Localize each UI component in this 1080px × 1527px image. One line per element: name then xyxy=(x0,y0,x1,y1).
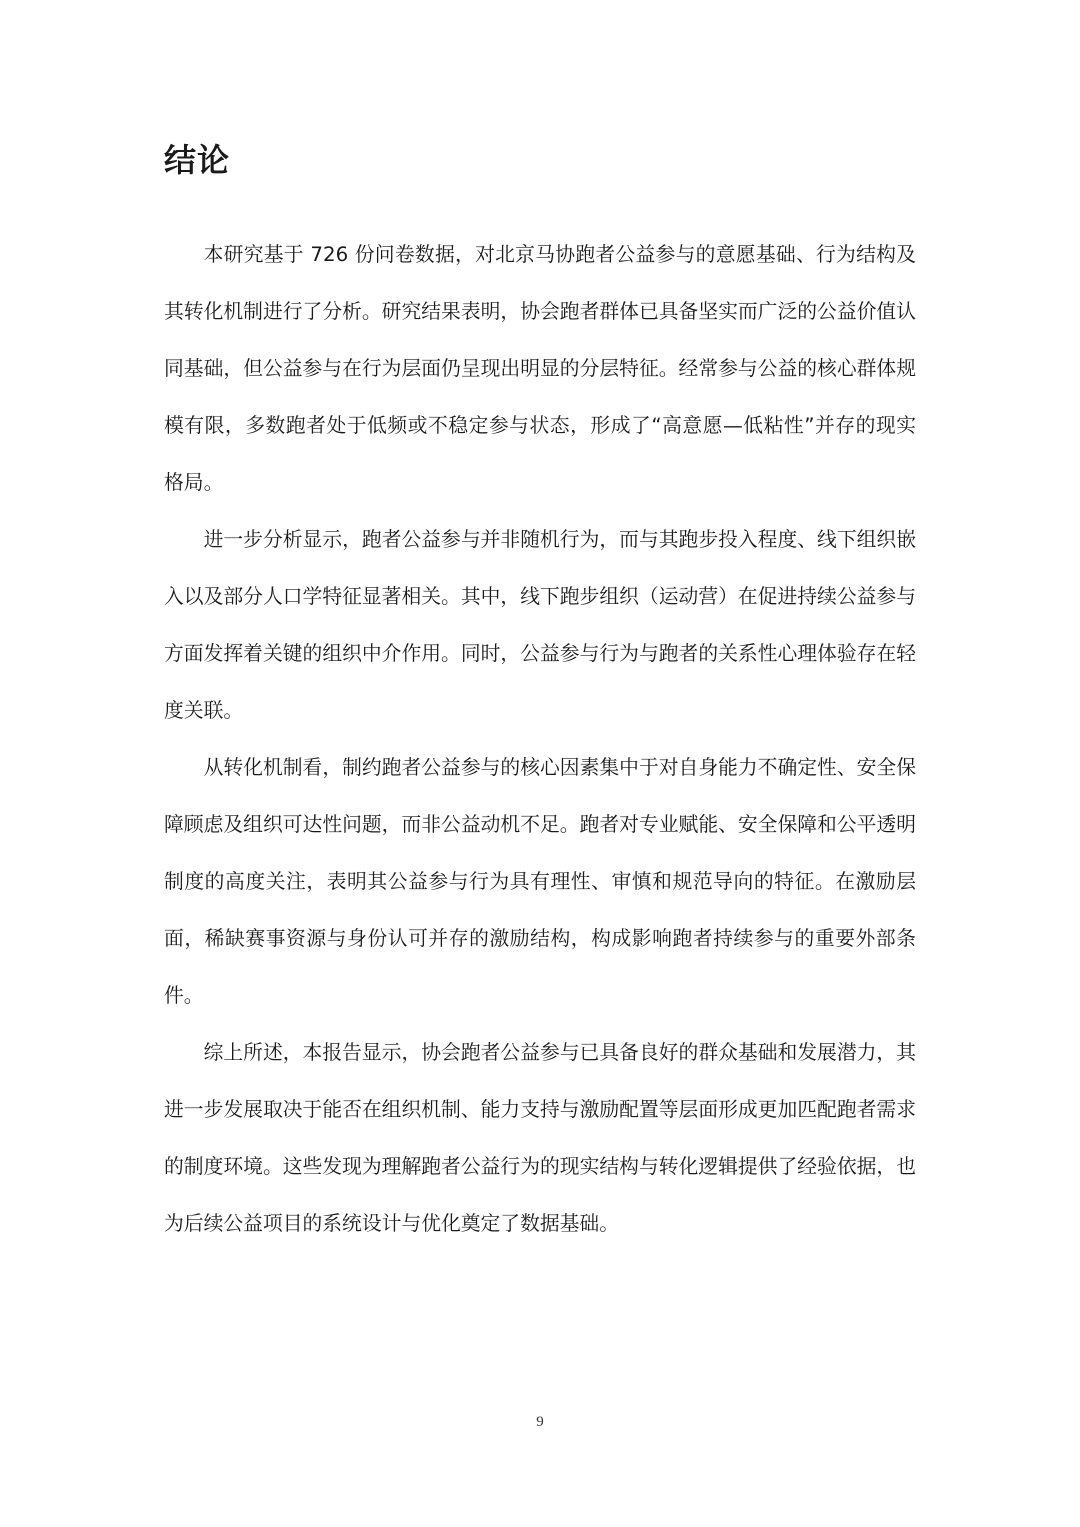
conclusion-body xyxy=(164,226,916,1252)
paragraph-3: 从转化机制看，制约跑者公益参与的核心因素集中于对自身能力不确定性、安全保障顾虑及组织可达性问题，而非公益动机不足。跑者对专业赋能、安全保障和公平透明制度的高度关注，表明其公益参与行为具有理性、审慎和规范导向的特征。在激励层面，稀缺赛事资源与身份认可并存的激励结构，构成影响跑者持续参与的重要外部条件。 xyxy=(164,756,916,1007)
paragraph-2: 进一步分析显示，跑者公益参与并非随机行为，而与其跑步投入程度、线下组织嵌入以及部分人口学特征显著相关。其中，线下跑步组织（运动营）在促进持续公益参与方面发挥着关键的组织中介作用。同时，公益参与行为与跑者的关系性心理体验存在轻度关联。 xyxy=(164,528,916,722)
paragraph-1: 本研究基于 726 份问卷数据，对北京马协跑者公益参与的意愿基础、行为结构及其转化机制进行了分析。研究结果表明，协会跑者群体已具备坚实而广泛的公益价值认同基础，但公益参与在行为层面仍呈现出明显的分层特征。经常参与公益的核心群体规模有限，多数跑者处于低频或不稳定参与状态，形成了“高意愿—低粘性”并存的现实格局。 xyxy=(164,243,916,494)
paragraph-4: 综上所述，本报告显示，协会跑者公益参与已具备良好的群众基础和发展潜力，其进一步发展取决于能否在组织机制、能力支持与激励配置等层面形成更加匹配跑者需求的制度环境。这些发现为理解跑者公益行为的现实结构与转化逻辑提供了经验依据，也为后续公益项目的系统设计与优化奠定了数据基础。 xyxy=(164,1041,916,1235)
section-title: 结论 xyxy=(164,141,231,179)
page-number: 9 xyxy=(536,1414,544,1430)
